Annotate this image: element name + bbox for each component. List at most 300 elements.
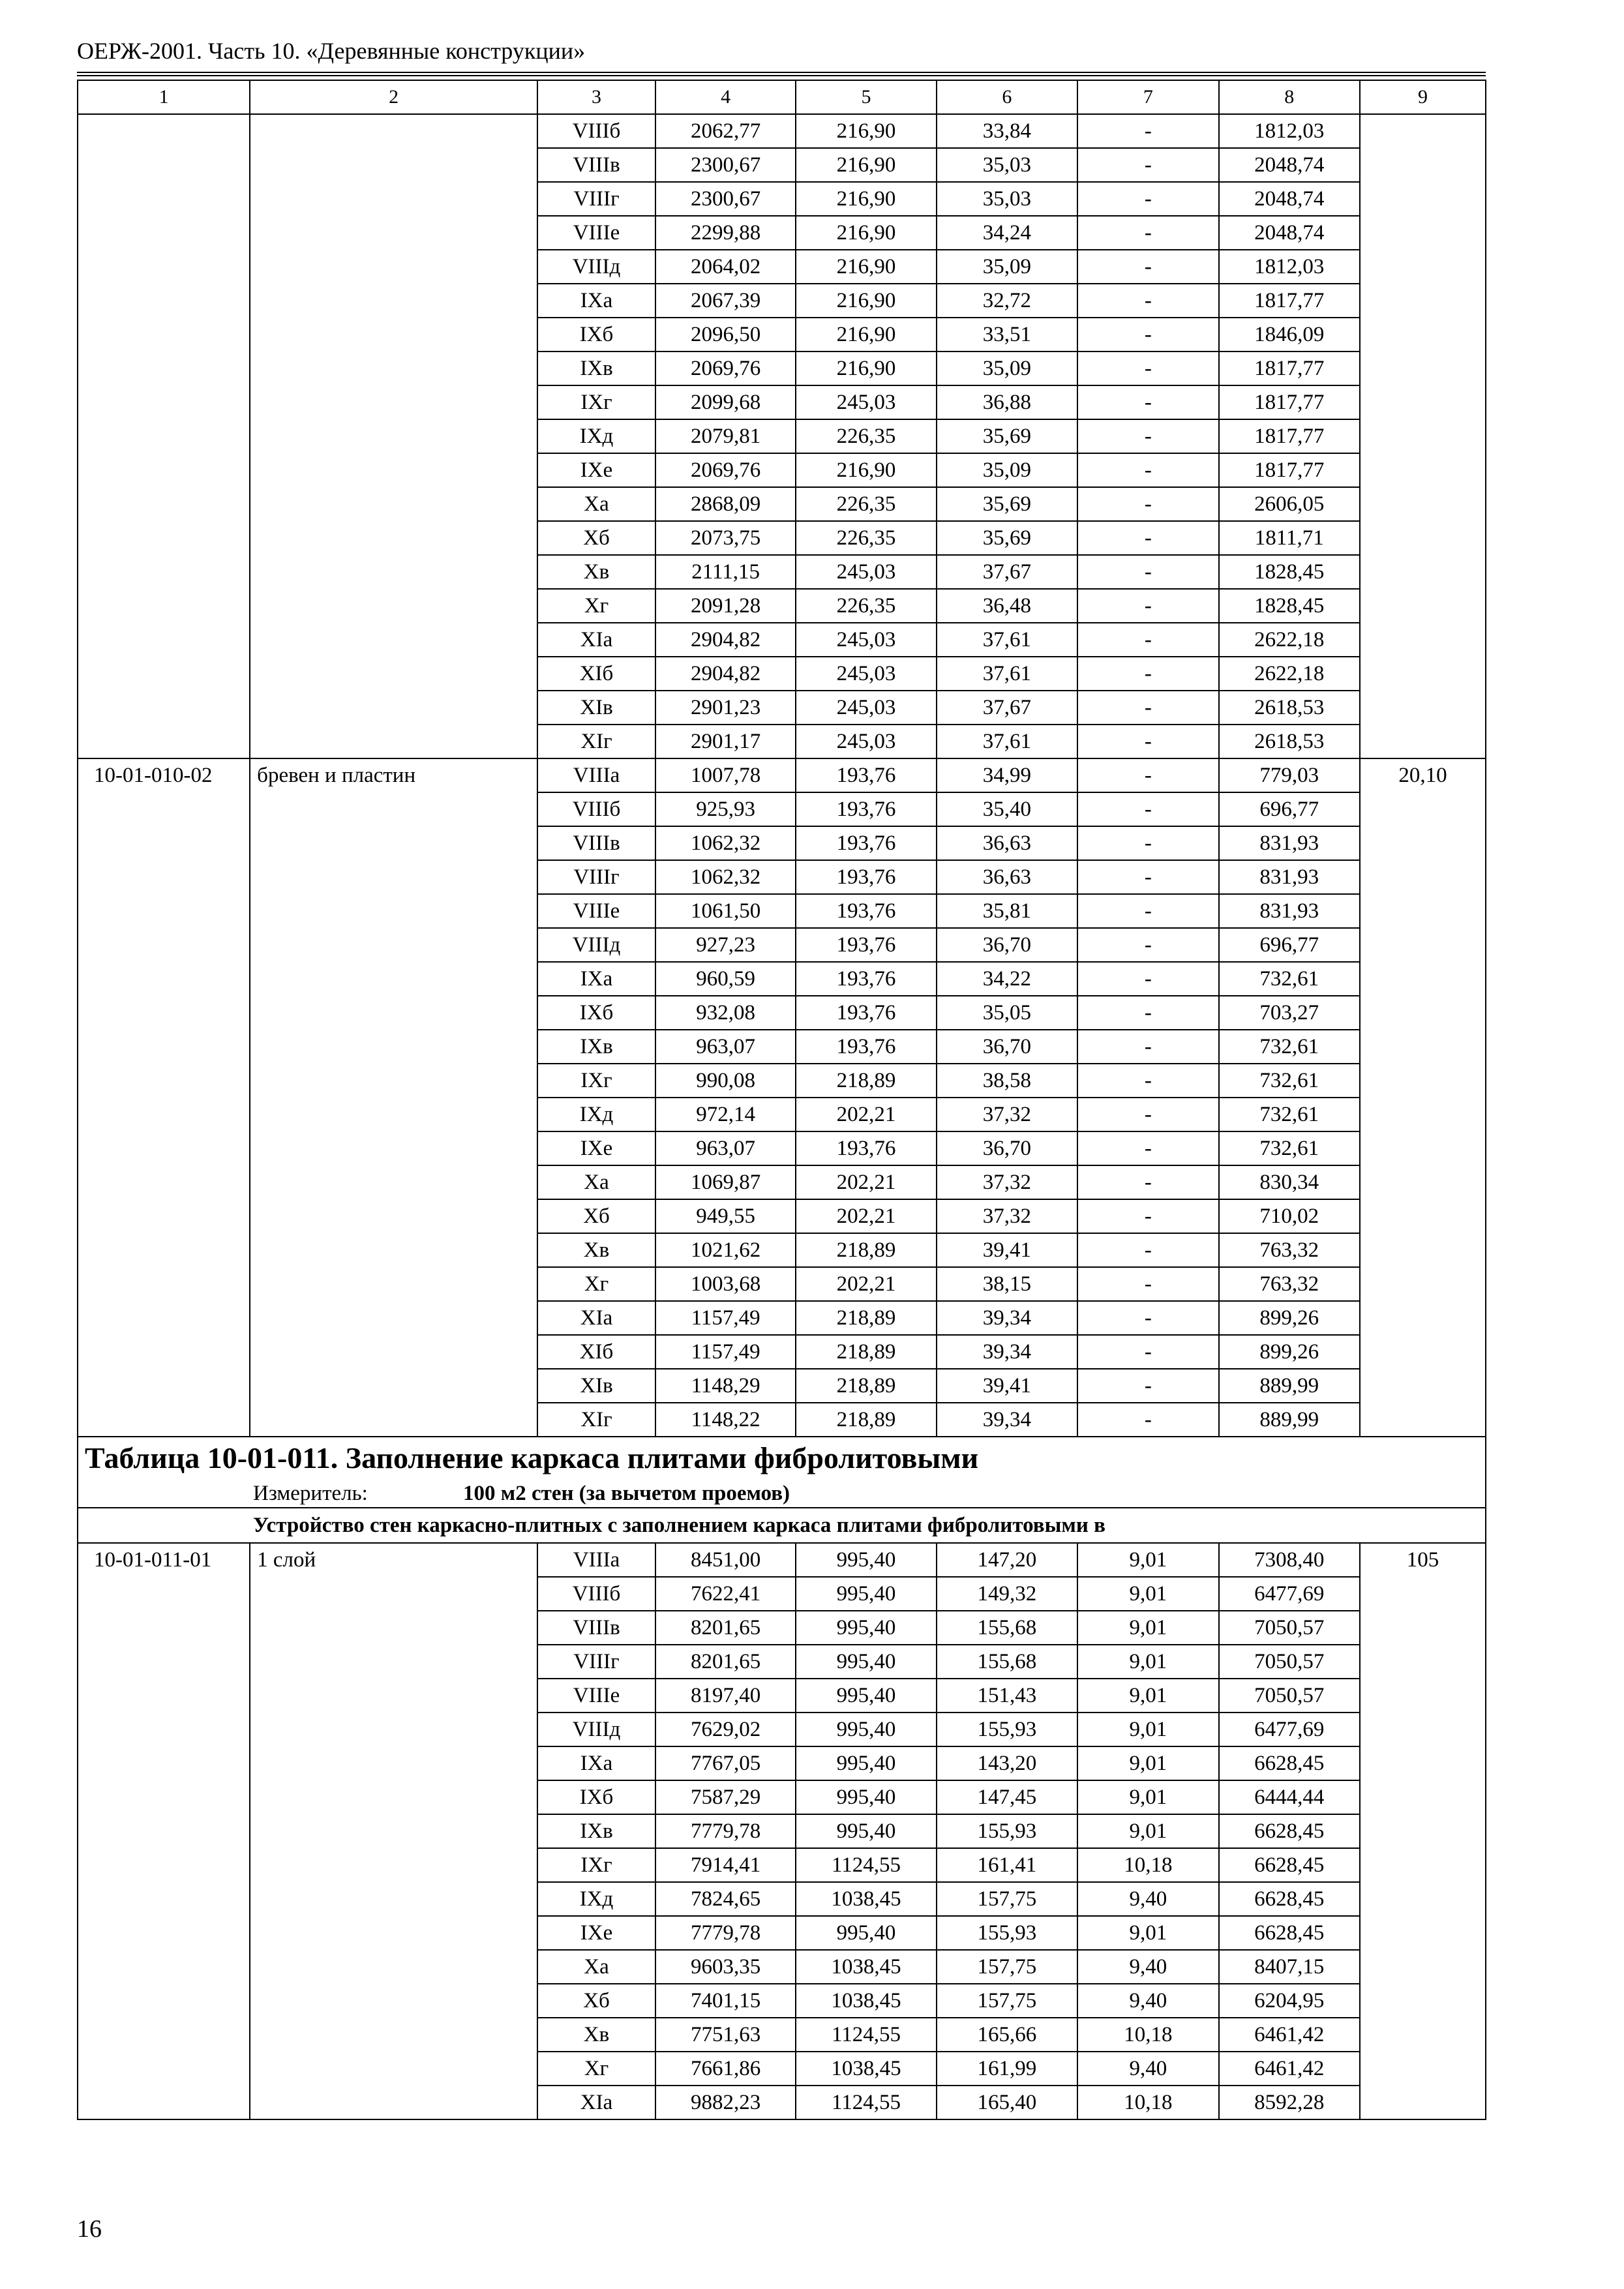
operators-wages-cell: -	[1077, 1098, 1218, 1131]
total-cost-cell: 2069,76	[655, 453, 796, 487]
total-cost-cell: 2079,81	[655, 419, 796, 453]
materials-cell: 2606,05	[1219, 487, 1360, 521]
total-cost-cell: 9882,23	[655, 2086, 796, 2119]
total-cost-cell: 7767,05	[655, 1746, 796, 1780]
wages-cell: 202,21	[796, 1098, 936, 1131]
operators-wages-cell: -	[1077, 1064, 1218, 1098]
materials-cell: 6628,45	[1219, 1814, 1360, 1848]
operators-wages-cell: -	[1077, 385, 1218, 419]
wages-cell: 1124,55	[796, 2086, 936, 2119]
wages-cell: 216,90	[796, 216, 936, 250]
total-cost-cell: 1148,29	[655, 1369, 796, 1403]
total-cost-cell: 2868,09	[655, 487, 796, 521]
operators-wages-cell: -	[1077, 352, 1218, 385]
machines-cell: 35,09	[937, 352, 1077, 385]
operators-wages-cell: -	[1077, 487, 1218, 521]
table-title-row	[78, 1437, 1486, 1479]
zone-cell: VIIIе	[537, 1679, 655, 1713]
column-number-cell: 6	[937, 80, 1077, 114]
wages-cell: 218,89	[796, 1064, 936, 1098]
wages-cell: 193,76	[796, 758, 936, 792]
materials-cell: 2048,74	[1219, 182, 1360, 216]
total-cost-cell: 2069,76	[655, 352, 796, 385]
total-cost-cell: 7914,41	[655, 1848, 796, 1882]
table-row	[78, 1543, 1486, 1577]
wages-cell: 193,76	[796, 860, 936, 894]
wages-cell: 1124,55	[796, 1848, 936, 1882]
zone-cell: IXг	[537, 385, 655, 419]
materials-cell: 779,03	[1219, 758, 1360, 792]
total-cost-cell: 2111,15	[655, 555, 796, 589]
machines-cell: 35,03	[937, 182, 1077, 216]
zone-cell: VIIIв	[537, 1611, 655, 1645]
measure-row	[78, 1479, 1486, 1508]
materials-cell: 7308,40	[1219, 1543, 1360, 1577]
zone-cell: IXв	[537, 1030, 655, 1064]
machines-cell: 157,75	[937, 1882, 1077, 1916]
total-cost-cell: 8201,65	[655, 1611, 796, 1645]
total-cost-cell: 1157,49	[655, 1301, 796, 1335]
total-cost-cell: 925,93	[655, 792, 796, 826]
wages-cell: 218,89	[796, 1301, 936, 1335]
operators-wages-cell: 9,01	[1077, 1543, 1218, 1577]
machines-cell: 39,34	[937, 1403, 1077, 1437]
wages-cell: 193,76	[796, 996, 936, 1030]
wages-cell: 218,89	[796, 1403, 936, 1437]
materials-cell: 1817,77	[1219, 453, 1360, 487]
total-cost-cell: 1148,22	[655, 1403, 796, 1437]
zone-cell: IXе	[537, 1131, 655, 1165]
operators-wages-cell: -	[1077, 962, 1218, 996]
zone-cell: VIIIг	[537, 1645, 655, 1679]
wages-cell: 216,90	[796, 250, 936, 284]
work-description-cell: бревен и пластин	[250, 758, 537, 1437]
wages-cell: 216,90	[796, 453, 936, 487]
wages-cell: 193,76	[796, 928, 936, 962]
materials-cell: 2618,53	[1219, 691, 1360, 725]
wages-cell: 226,35	[796, 419, 936, 453]
zone-cell: XIа	[537, 623, 655, 657]
materials-cell: 1811,71	[1219, 521, 1360, 555]
operators-wages-cell: -	[1077, 1301, 1218, 1335]
wages-cell: 216,90	[796, 182, 936, 216]
total-cost-cell: 7779,78	[655, 1916, 796, 1950]
wages-cell: 202,21	[796, 1199, 936, 1233]
column-number-cell: 5	[796, 80, 936, 114]
total-cost-cell: 960,59	[655, 962, 796, 996]
wages-cell: 216,90	[796, 352, 936, 385]
machines-cell: 155,93	[937, 1713, 1077, 1746]
total-cost-cell: 7824,65	[655, 1882, 796, 1916]
machines-cell: 149,32	[937, 1577, 1077, 1611]
total-cost-cell: 7401,15	[655, 1984, 796, 2018]
total-cost-cell: 7587,29	[655, 1780, 796, 1814]
column-number-cell: 4	[655, 80, 796, 114]
operators-wages-cell: 9,01	[1077, 1746, 1218, 1780]
wages-cell: 995,40	[796, 1814, 936, 1848]
total-cost-cell: 1007,78	[655, 758, 796, 792]
zone-cell: XIв	[537, 1369, 655, 1403]
operators-wages-cell: -	[1077, 623, 1218, 657]
zone-cell: VIIIб	[537, 792, 655, 826]
total-cost-cell: 2099,68	[655, 385, 796, 419]
column-number-cell: 9	[1360, 80, 1486, 114]
zone-cell: VIIIб	[537, 1577, 655, 1611]
operators-wages-cell: -	[1077, 792, 1218, 826]
total-cost-cell: 7622,41	[655, 1577, 796, 1611]
zone-cell: VIIIе	[537, 894, 655, 928]
operators-wages-cell: 9,40	[1077, 1984, 1218, 2018]
operators-wages-cell: -	[1077, 1369, 1218, 1403]
materials-cell: 7050,57	[1219, 1679, 1360, 1713]
total-cost-cell: 2091,28	[655, 589, 796, 623]
operators-wages-cell: 10,18	[1077, 2018, 1218, 2052]
total-cost-cell: 2300,67	[655, 182, 796, 216]
operators-wages-cell: -	[1077, 1165, 1218, 1199]
zone-cell: Xг	[537, 589, 655, 623]
machines-cell: 147,45	[937, 1780, 1077, 1814]
zone-cell: Xг	[537, 2052, 655, 2086]
operators-wages-cell: 9,01	[1077, 1611, 1218, 1645]
wages-cell: 193,76	[796, 826, 936, 860]
operators-wages-cell: 9,40	[1077, 2052, 1218, 2086]
materials-cell: 6628,45	[1219, 1882, 1360, 1916]
wages-cell: 216,90	[796, 114, 936, 148]
materials-cell: 6628,45	[1219, 1916, 1360, 1950]
wages-cell: 193,76	[796, 1030, 936, 1064]
work-description-cell	[250, 114, 537, 758]
total-cost-cell: 2904,82	[655, 657, 796, 691]
materials-cell: 696,77	[1219, 792, 1360, 826]
materials-cell: 6461,42	[1219, 2018, 1360, 2052]
operators-wages-cell: -	[1077, 1335, 1218, 1369]
machines-cell: 165,66	[937, 2018, 1077, 2052]
materials-cell: 763,32	[1219, 1267, 1360, 1301]
materials-cell: 1828,45	[1219, 589, 1360, 623]
machines-cell: 39,34	[937, 1335, 1077, 1369]
column-number-row	[78, 80, 1486, 114]
zone-cell: VIIIа	[537, 758, 655, 792]
operators-wages-cell: -	[1077, 453, 1218, 487]
measure-label: Измеритель:	[253, 1481, 368, 1505]
wages-cell: 995,40	[796, 1611, 936, 1645]
operators-wages-cell: 9,01	[1077, 1814, 1218, 1848]
machines-cell: 35,03	[937, 148, 1077, 182]
operators-wages-cell: 9,40	[1077, 1882, 1218, 1916]
operators-wages-cell: -	[1077, 691, 1218, 725]
materials-cell: 732,61	[1219, 1098, 1360, 1131]
operators-wages-cell: 9,01	[1077, 1577, 1218, 1611]
machines-cell: 161,99	[937, 2052, 1077, 2086]
materials-cell: 6628,45	[1219, 1746, 1360, 1780]
total-cost-cell: 2096,50	[655, 318, 796, 352]
wages-cell: 1038,45	[796, 2052, 936, 2086]
total-cost-cell: 8451,00	[655, 1543, 796, 1577]
zone-cell: XIб	[537, 657, 655, 691]
materials-cell: 1812,03	[1219, 250, 1360, 284]
zone-cell: Xа	[537, 1950, 655, 1984]
total-cost-cell: 2904,82	[655, 623, 796, 657]
materials-cell: 1817,77	[1219, 385, 1360, 419]
operators-wages-cell: -	[1077, 555, 1218, 589]
machines-cell: 161,41	[937, 1848, 1077, 1882]
wages-cell: 995,40	[796, 1713, 936, 1746]
column-number-cell: 8	[1219, 80, 1360, 114]
zone-cell: VIIIа	[537, 1543, 655, 1577]
materials-cell: 899,26	[1219, 1335, 1360, 1369]
zone-cell: Xв	[537, 555, 655, 589]
machines-cell: 36,63	[937, 826, 1077, 860]
wages-cell: 226,35	[796, 487, 936, 521]
rate-code-cell: 10-01-011-01	[78, 1543, 250, 2119]
operators-wages-cell: -	[1077, 860, 1218, 894]
materials-cell: 763,32	[1219, 1233, 1360, 1267]
zone-cell: IXб	[537, 996, 655, 1030]
operators-wages-cell: -	[1077, 1199, 1218, 1233]
wages-cell: 193,76	[796, 792, 936, 826]
total-cost-cell: 2064,02	[655, 250, 796, 284]
materials-cell: 6628,45	[1219, 1848, 1360, 1882]
wages-cell: 193,76	[796, 894, 936, 928]
materials-cell: 732,61	[1219, 1030, 1360, 1064]
materials-cell: 696,77	[1219, 928, 1360, 962]
table-row	[78, 114, 1486, 148]
zone-cell: VIIIд	[537, 928, 655, 962]
zone-cell: Xв	[537, 1233, 655, 1267]
machines-cell: 37,67	[937, 555, 1077, 589]
wages-cell: 1038,45	[796, 1882, 936, 1916]
machines-cell: 36,70	[937, 1030, 1077, 1064]
section-title: Устройство стен каркасно-плитных с заполнением каркаса плитами фибролитовыми в	[78, 1508, 1486, 1543]
materials-cell: 899,26	[1219, 1301, 1360, 1335]
operators-wages-cell: 9,40	[1077, 1950, 1218, 1984]
materials-cell: 889,99	[1219, 1403, 1360, 1437]
machines-cell: 35,81	[937, 894, 1077, 928]
materials-cell: 1828,45	[1219, 555, 1360, 589]
zone-cell: XIа	[537, 1301, 655, 1335]
zone-cell: IXг	[537, 1848, 655, 1882]
materials-cell: 831,93	[1219, 860, 1360, 894]
wages-cell: 218,89	[796, 1335, 936, 1369]
materials-cell: 6477,69	[1219, 1577, 1360, 1611]
machines-cell: 155,68	[937, 1645, 1077, 1679]
total-cost-cell: 963,07	[655, 1030, 796, 1064]
materials-cell: 6477,69	[1219, 1713, 1360, 1746]
rate-code-cell: 10-01-010-02	[78, 758, 250, 1437]
zone-cell: VIIIв	[537, 148, 655, 182]
zone-cell: IXв	[537, 352, 655, 385]
operators-wages-cell: -	[1077, 589, 1218, 623]
zone-cell: Xв	[537, 2018, 655, 2052]
operators-wages-cell: -	[1077, 182, 1218, 216]
zone-cell: VIIIд	[537, 1713, 655, 1746]
zone-cell: Xб	[537, 521, 655, 555]
total-cost-cell: 2073,75	[655, 521, 796, 555]
wages-cell: 995,40	[796, 1679, 936, 1713]
operators-wages-cell: 9,01	[1077, 1679, 1218, 1713]
machines-cell: 34,99	[937, 758, 1077, 792]
materials-cell: 1817,77	[1219, 419, 1360, 453]
machines-cell: 165,40	[937, 2086, 1077, 2119]
materials-cell: 7050,57	[1219, 1645, 1360, 1679]
materials-cell: 1817,77	[1219, 284, 1360, 318]
wages-cell: 995,40	[796, 1780, 936, 1814]
wages-cell: 218,89	[796, 1369, 936, 1403]
machines-cell: 35,69	[937, 521, 1077, 555]
wages-cell: 1038,45	[796, 1984, 936, 2018]
operators-wages-cell: -	[1077, 928, 1218, 962]
machines-cell: 35,40	[937, 792, 1077, 826]
total-cost-cell: 7629,02	[655, 1713, 796, 1746]
table-title: Таблица 10-01-011. Заполнение каркаса плитами фибролитовыми	[78, 1437, 1486, 1479]
table-row	[78, 758, 1486, 792]
machines-cell: 39,41	[937, 1369, 1077, 1403]
machines-cell: 36,70	[937, 928, 1077, 962]
wages-cell: 202,21	[796, 1165, 936, 1199]
total-cost-cell: 949,55	[655, 1199, 796, 1233]
operators-wages-cell: -	[1077, 1267, 1218, 1301]
materials-cell: 8592,28	[1219, 2086, 1360, 2119]
machines-cell: 35,69	[937, 487, 1077, 521]
machines-cell: 35,05	[937, 996, 1077, 1030]
materials-cell: 710,02	[1219, 1199, 1360, 1233]
operators-wages-cell: 9,01	[1077, 1713, 1218, 1746]
machines-cell: 37,61	[937, 725, 1077, 758]
operators-wages-cell: -	[1077, 521, 1218, 555]
wages-cell: 193,76	[796, 1131, 936, 1165]
machines-cell: 38,58	[937, 1064, 1077, 1098]
total-cost-cell: 8197,40	[655, 1679, 796, 1713]
materials-cell: 1846,09	[1219, 318, 1360, 352]
total-cost-cell: 1061,50	[655, 894, 796, 928]
machines-cell: 38,15	[937, 1267, 1077, 1301]
machines-cell: 35,09	[937, 453, 1077, 487]
zone-cell: XIв	[537, 691, 655, 725]
operators-wages-cell: -	[1077, 1403, 1218, 1437]
machines-cell: 151,43	[937, 1679, 1077, 1713]
page-number: 16	[77, 2215, 102, 2243]
labor-rate-cell: 105	[1360, 1543, 1486, 2119]
measure-value: 100 м2 стен (за вычетом проемов)	[463, 1481, 790, 1505]
wages-cell: 226,35	[796, 589, 936, 623]
zone-cell: VIIIг	[537, 860, 655, 894]
machines-cell: 34,24	[937, 216, 1077, 250]
operators-wages-cell: -	[1077, 826, 1218, 860]
machines-cell: 35,69	[937, 419, 1077, 453]
machines-cell: 155,68	[937, 1611, 1077, 1645]
wages-cell: 995,40	[796, 1543, 936, 1577]
zone-cell: XIг	[537, 725, 655, 758]
wages-cell: 1124,55	[796, 2018, 936, 2052]
machines-cell: 33,84	[937, 114, 1077, 148]
zone-cell: IXе	[537, 453, 655, 487]
operators-wages-cell: -	[1077, 216, 1218, 250]
column-number-cell: 1	[78, 80, 250, 114]
machines-cell: 157,75	[937, 1984, 1077, 2018]
total-cost-cell: 9603,35	[655, 1950, 796, 1984]
materials-cell: 8407,15	[1219, 1950, 1360, 1984]
operators-wages-cell: -	[1077, 657, 1218, 691]
zone-cell: IXв	[537, 1814, 655, 1848]
operators-wages-cell: -	[1077, 894, 1218, 928]
operators-wages-cell: 9,01	[1077, 1916, 1218, 1950]
wages-cell: 245,03	[796, 725, 936, 758]
column-number-cell: 2	[250, 80, 537, 114]
materials-cell: 2618,53	[1219, 725, 1360, 758]
wages-cell: 995,40	[796, 1916, 936, 1950]
machines-cell: 157,75	[937, 1950, 1077, 1984]
total-cost-cell: 7661,86	[655, 2052, 796, 2086]
total-cost-cell: 1062,32	[655, 826, 796, 860]
zone-cell: IXа	[537, 962, 655, 996]
materials-cell: 2622,18	[1219, 657, 1360, 691]
materials-cell: 1817,77	[1219, 352, 1360, 385]
machines-cell: 37,67	[937, 691, 1077, 725]
header-double-rule	[77, 72, 1486, 76]
total-cost-cell: 2299,88	[655, 216, 796, 250]
zone-cell: IXд	[537, 1882, 655, 1916]
zone-cell: IXа	[537, 1746, 655, 1780]
zone-cell: IXе	[537, 1916, 655, 1950]
wages-cell: 995,40	[796, 1645, 936, 1679]
zone-cell: XIг	[537, 1403, 655, 1437]
rate-code-cell	[78, 114, 250, 758]
wages-cell: 218,89	[796, 1233, 936, 1267]
materials-cell: 7050,57	[1219, 1611, 1360, 1645]
zone-cell: IXа	[537, 284, 655, 318]
machines-cell: 155,93	[937, 1814, 1077, 1848]
wages-cell: 245,03	[796, 691, 936, 725]
wages-cell: 245,03	[796, 623, 936, 657]
zone-cell: XIб	[537, 1335, 655, 1369]
total-cost-cell: 1062,32	[655, 860, 796, 894]
total-cost-cell: 1003,68	[655, 1267, 796, 1301]
operators-wages-cell: -	[1077, 1030, 1218, 1064]
wages-cell: 245,03	[796, 657, 936, 691]
materials-cell: 2622,18	[1219, 623, 1360, 657]
rates-table	[77, 80, 1486, 2120]
wages-cell: 193,76	[796, 962, 936, 996]
page-header-title: ОЕРЖ-2001. Часть 10. «Деревянные конструкции»	[77, 38, 586, 64]
wages-cell: 245,03	[796, 555, 936, 589]
machines-cell: 39,41	[937, 1233, 1077, 1267]
total-cost-cell: 932,08	[655, 996, 796, 1030]
total-cost-cell: 2300,67	[655, 148, 796, 182]
machines-cell: 37,61	[937, 623, 1077, 657]
operators-wages-cell: -	[1077, 996, 1218, 1030]
materials-cell: 732,61	[1219, 1064, 1360, 1098]
operators-wages-cell: -	[1077, 114, 1218, 148]
operators-wages-cell: -	[1077, 1131, 1218, 1165]
zone-cell: VIIIб	[537, 114, 655, 148]
operators-wages-cell: -	[1077, 318, 1218, 352]
wages-cell: 995,40	[796, 1746, 936, 1780]
total-cost-cell: 8201,65	[655, 1645, 796, 1679]
machines-cell: 36,88	[937, 385, 1077, 419]
total-cost-cell: 7751,63	[655, 2018, 796, 2052]
operators-wages-cell: 9,01	[1077, 1780, 1218, 1814]
zone-cell: VIIIд	[537, 250, 655, 284]
zone-cell: XIа	[537, 2086, 655, 2119]
operators-wages-cell: 10,18	[1077, 1848, 1218, 1882]
wages-cell: 995,40	[796, 1577, 936, 1611]
labor-rate-cell	[1360, 114, 1486, 758]
zone-cell: VIIIв	[537, 826, 655, 860]
total-cost-cell: 963,07	[655, 1131, 796, 1165]
operators-wages-cell: -	[1077, 419, 1218, 453]
operators-wages-cell: -	[1077, 284, 1218, 318]
machines-cell: 39,34	[937, 1301, 1077, 1335]
